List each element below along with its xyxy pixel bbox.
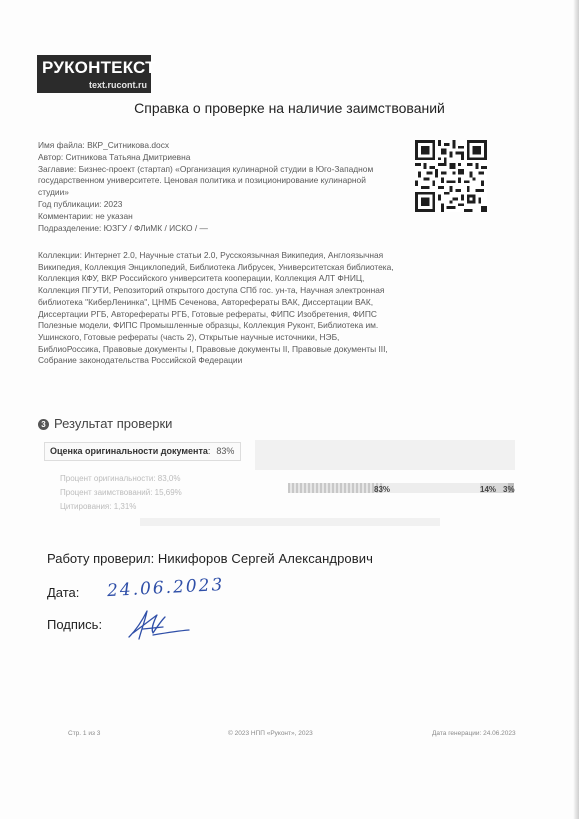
signature-label: Подпись: [47, 617, 103, 632]
qr-code-icon [415, 140, 487, 212]
page-edge [573, 0, 579, 819]
stat-citations: Цитирования: 1,31% [60, 502, 137, 511]
date-label: Дата: [47, 585, 80, 600]
meta-collections: Коллекции: Интернет 2.0, Научные статьи 2.0, Русскоязычная Википедия, Англоязычная Википедия, Коллекция Энциклопедий, Библиотека Либрусек, Университетская библиотека, Коллекция КФУ, ВКР Российского университета кооперации, Коллекция АЛТ ФНИЦ, Коллекция ПГУТИ, Репозиторий открытого доступа СПб гос. ун-та, Научная электронная библиотека "КиберЛенинка", ЦНМБ Сеченова, Авторефераты ВАК, Диссертации ВАК, Диссертации РГБ, Авторефераты РГБ, Готовые рефераты, ФИПС Изобретения, ФИПС Полезные модели, ФИПС Промышленные образцы, Коллекция Руконт, Библиотека им. Ушинского, Готовые рефераты (часть 2), Открытые научные источники, НЭБ, БиблиоРоссика, Правовые документы I, Правовые документы II, Правовые документы III, Собрание законодательства Российской Федерации [38, 250, 394, 366]
bar-originality-segment-2 [384, 483, 480, 493]
stat-borrowing: Процент заимствований: 15,69% [60, 488, 182, 497]
result-heading [38, 416, 172, 431]
logo-word: РУКОНТЕКСТ [42, 58, 156, 77]
page-title: Справка о проверке на наличие заимствований [134, 100, 445, 116]
checker-name: Никифоров Сергей Александрович [157, 551, 374, 566]
rukontekst-logo [37, 55, 156, 93]
faded-area [140, 518, 440, 526]
footer-page-number: Стр. 1 из 3 [68, 730, 101, 737]
footer-copyright: © 2023 НПП «Руконт», 2023 [228, 730, 313, 737]
score-label: Оценка оригинальности документа [50, 446, 208, 456]
metadata-block [38, 140, 398, 234]
meta-author: Автор: Ситникова Татьяна Дмитриевна [38, 151, 191, 162]
stat-originality: Процент оригинальности: 83,0% [60, 474, 181, 483]
meta-unit: Подразделение: ЮЗГУ / ФЛиМК / ИСКО / — [38, 222, 208, 233]
result-number-badge: 3 [38, 419, 49, 430]
bar-originality-segment [288, 483, 384, 493]
meta-year: Год публикации: 2023 [38, 198, 123, 209]
score-value: 83% [216, 446, 235, 456]
meta-heading: Заглавие: Бизнес-проект (стартап) «Организация кулинарной студии в Юго-Западном государственном университете. Ценовая политика и позиционирование кулинарной студии» [38, 163, 374, 198]
logo-sub: text.rucont.ru [88, 80, 147, 90]
originality-score-box: Оценка оригинальности документа: 83% [44, 442, 241, 461]
bar-citation-label: 3% [503, 485, 515, 494]
bar-borrowing-label: 14% [480, 485, 497, 494]
checked-by-label: Работу проверил: [47, 551, 155, 566]
checked-by-line [47, 551, 373, 566]
handwritten-signature [123, 607, 195, 643]
bar-originality-label: 83% [374, 485, 391, 494]
faded-area [255, 440, 515, 470]
meta-file: Имя файла: ВКР_Ситникова.docx [38, 140, 170, 150]
meta-comments: Комментарии: не указан [38, 210, 133, 221]
handwritten-date: 24.06.2023 [106, 574, 225, 602]
footer-generated-date: Дата генерации: 24.06.2023 [432, 730, 516, 737]
result-heading-text: Результат проверки [54, 416, 173, 431]
